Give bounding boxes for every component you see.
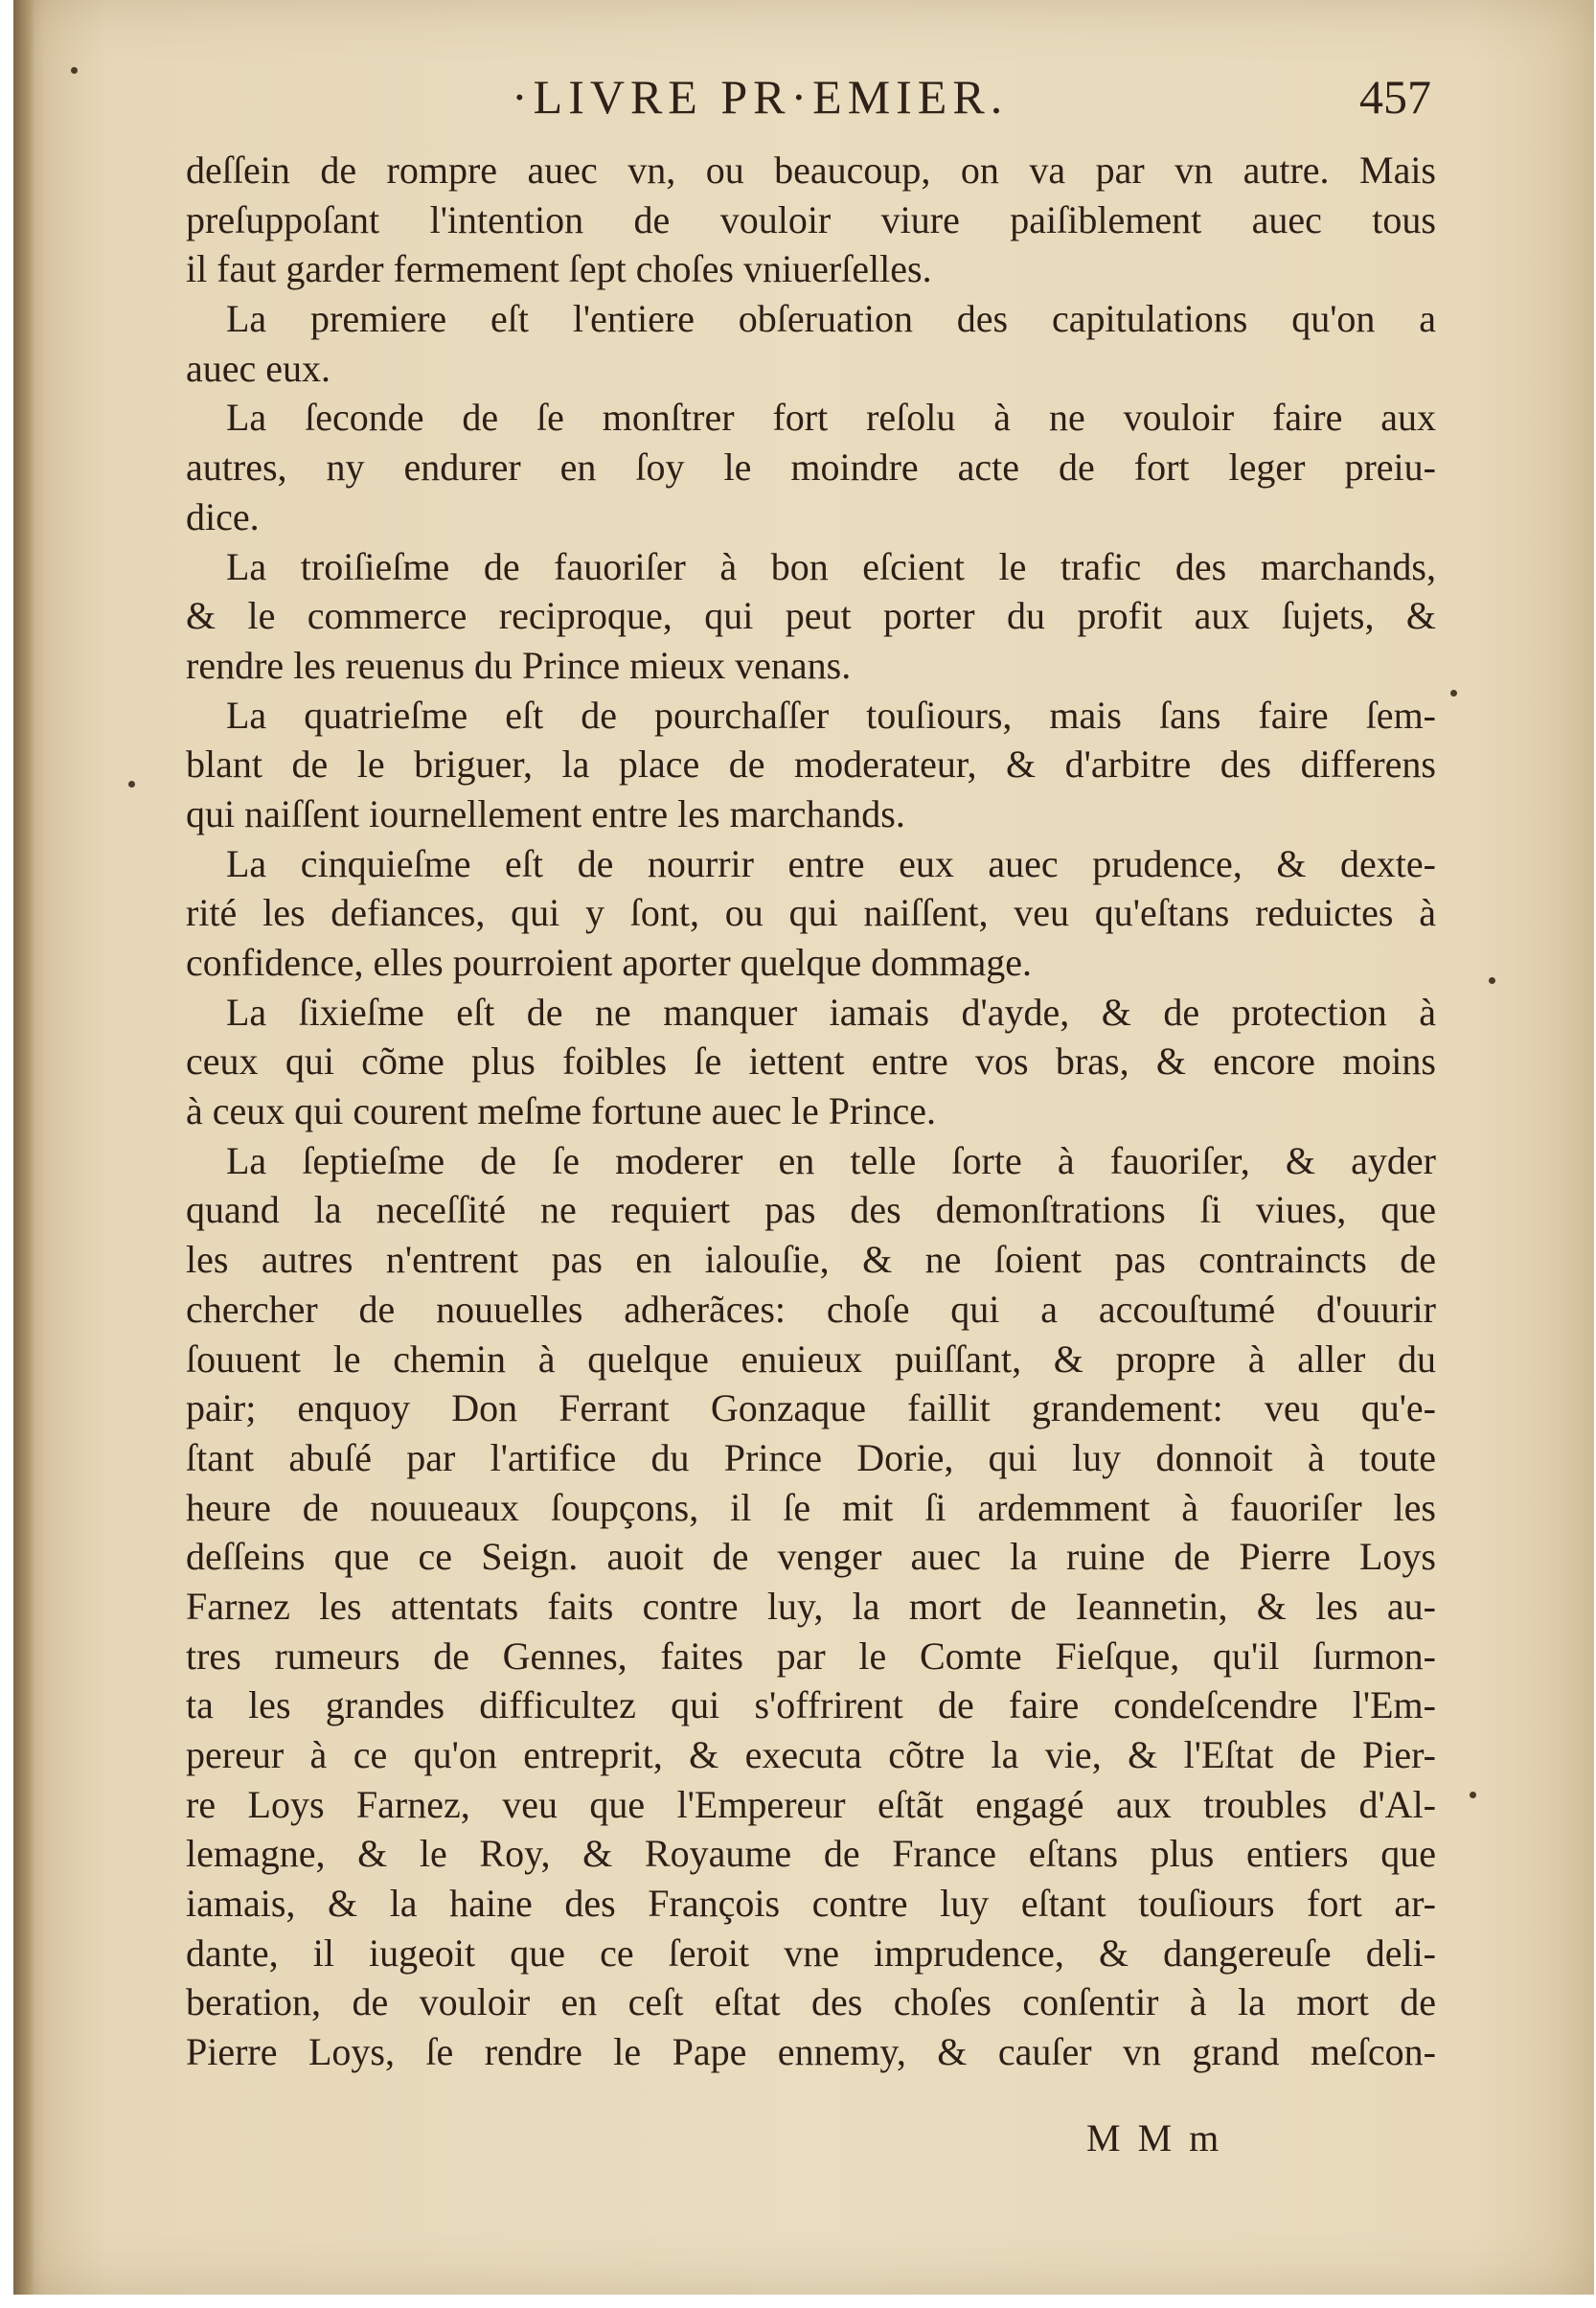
text-line: dante, il iugeoit que ce ſeroit vne imprudence, & dangereuſe deli- <box>186 1931 1436 1975</box>
page-number: 457 <box>1359 70 1431 124</box>
text-line: deſſeins que ce Seign. auoit de venger auec la ruine de Pierre Loys <box>186 1535 1436 1579</box>
text-line: preſuppoſant l'intention de vouloir viure paiſiblement auec tous <box>186 197 1436 241</box>
text-line: dice. <box>186 494 260 538</box>
text-line: La ſixieſme eſt de ne manquer iamais d'ayde, & de protection à <box>226 990 1436 1034</box>
ink-speck <box>128 781 135 788</box>
signature-mark: M M m <box>1086 2116 1223 2159</box>
text-line: quand la neceſſité ne requiert pas des demonſtrations ſi viues, que <box>186 1188 1436 1232</box>
text-line: heure de nouueaux ſoupçons, il ſe mit ſi ardemment à fauoriſer les <box>186 1485 1436 1529</box>
text-line: rité les defiances, qui y ſont, ou qui naiſſent, veu qu'eſtans reduictes à <box>186 891 1436 935</box>
text-line: Farnez les attentats faits contre luy, la mort de Ieannetin, & les au- <box>186 1584 1436 1628</box>
text-block <box>186 146 1436 2077</box>
ink-speck <box>1450 690 1457 697</box>
text-line: & le commerce reciproque, qui peut porter du profit aux ſujets, & <box>186 594 1436 638</box>
page-header <box>13 69 1594 136</box>
text-line: deſſein de rompre auec vn, ou beaucoup, on va par vn autre. Mais <box>186 149 1436 192</box>
text-line: autres, ny endurer en ſoy le moindre acte de fort leger preiu- <box>186 446 1436 490</box>
text-line: beration, de vouloir en ceſt eſtat des choſes conſentir à la mort de <box>186 1980 1436 2024</box>
ink-speck <box>1470 1792 1476 1798</box>
text-line: qui naiſſent iournellement entre les marchands. <box>186 791 905 835</box>
text-line: iamais, & la haine des François contre luy eſtant touſiours fort ar- <box>186 1882 1436 1926</box>
text-line: ta les grandes difficultez qui s'offrirent de faire condeſcendre l'Em- <box>186 1683 1436 1727</box>
text-line: ceux qui cõme plus foibles ſe iettent entre vos bras, & encore moins <box>186 1040 1436 1084</box>
page-spine-shadow <box>13 0 34 2295</box>
text-line: La premiere eſt l'entiere obſeruation des capitulations qu'on a <box>226 297 1436 341</box>
text-line: blant de le briguer, la place de moderateur, & d'arbitre des differens <box>186 743 1436 787</box>
text-line: pereur à ce qu'on entreprit, & executa cõtre la vie, & l'Eſtat de Pier- <box>186 1733 1436 1776</box>
text-line: tres rumeurs de Gennes, faites par le Comte Fieſque, qu'il ſurmon- <box>186 1634 1436 1678</box>
text-line: rendre les reuenus du Prince mieux venans. <box>186 643 852 687</box>
text-line: à ceux qui courent meſme fortune auec le Prince. <box>186 1089 936 1133</box>
text-line: La troiſieſme de fauoriſer à bon eſcient le trafic des marchands, <box>226 544 1436 588</box>
text-line: La quatrieſme eſt de pourchaſſer touſiours, mais ſans faire ſem- <box>226 693 1436 737</box>
text-line: les autres n'entrent pas en ialouſie, & ne ſoient pas contraincts de <box>186 1238 1436 1282</box>
ink-speck <box>1489 977 1495 984</box>
text-line: Pierre Loys, ſe rendre le Pape ennemy, & cauſer vn grand meſcon- <box>186 2030 1436 2074</box>
text-line: pair; enquoy Don Ferrant Gonzaque faillit grandement: veu qu'e- <box>186 1386 1436 1430</box>
text-line: La cinquieſme eſt de nourrir entre eux auec prudence, & dexte- <box>226 841 1436 885</box>
text-line: auec eux. <box>186 346 331 390</box>
text-line: La ſeconde de ſe monſtrer fort reſolu à ne vouloir faire aux <box>226 396 1436 440</box>
text-line: confidence, elles pourroient aporter quelque dommage. <box>186 941 1032 984</box>
text-line: lemagne, & le Roy, & Royaume de France eſtans plus entiers que <box>186 1832 1436 1876</box>
text-line: ſtant abuſé par l'artifice du Prince Dorie, qui luy donnoit à toute <box>186 1435 1436 1479</box>
text-line: il faut garder fermement ſept choſes vniuerſelles. <box>186 247 932 291</box>
text-line: ſouuent le chemin à quelque enuieux puiſſant, & propre à aller du <box>186 1337 1436 1381</box>
text-line: re Loys Farnez, veu que l'Empereur eſtãt engagé aux troubles d'Al- <box>186 1782 1436 1826</box>
ink-speck <box>71 67 78 74</box>
book-page <box>13 0 1594 2295</box>
text-line: chercher de nouuelles adherãces: choſe qui a accouſtumé d'ouurir <box>186 1287 1436 1331</box>
running-title: ·LIVRE PR·EMIER. <box>512 70 1009 124</box>
text-line: La ſeptieſme de ſe moderer en telle ſorte à fauoriſer, & ayder <box>226 1138 1436 1182</box>
